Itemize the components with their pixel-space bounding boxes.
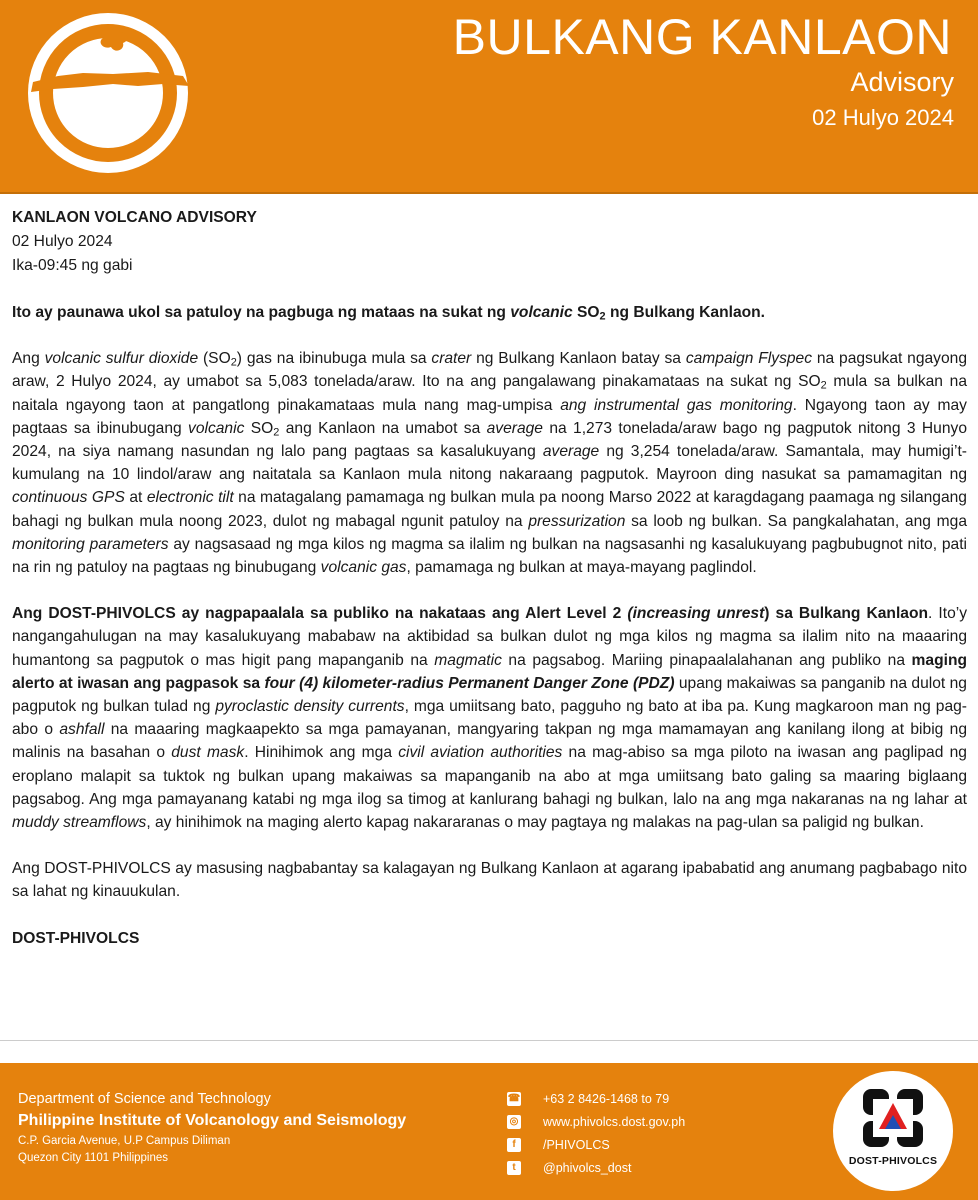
footer-divider <box>0 1040 978 1041</box>
footer-banner <box>0 1063 978 1200</box>
text-run: ) gas na ibinubuga mula sa <box>236 350 432 368</box>
text-run: na matagalang pamamaga ng bulkan mula pa noong Marso 2022 at karagdagang paamaga ng silangang bahagi ng bulkan mula noong 2023, dulot ng mabagal ngunit patuloy na <box>12 489 967 530</box>
twitter-icon: t <box>507 1161 521 1175</box>
bold-run: maging alerto at iwasan ang pagpasok sa <box>12 651 967 692</box>
globe-icon: ◎ <box>507 1115 521 1129</box>
paragraph-alert-level <box>12 602 967 834</box>
footer-department: Department of Science and Technology <box>18 1091 271 1107</box>
text-run: na mag-abiso sa mga piloto na iwasan ang paglipad ng eroplano malapit sa tuktok ng bulkan upang makaiwas sa mapanganib na abo at mga umiitsang bato galing sa maaring biglaang pagsabog. Ang mga pamayanang katabi ng mga ilog sa timog at kanlurang bahagi ng bulkan, lalo na ang mga nakaranas na ng lahar at <box>12 744 967 808</box>
italic-run: average <box>542 443 600 461</box>
subscript: 2 <box>230 356 237 369</box>
text-run: . Ngayong taon ay may pagtaas sa ibinubugang <box>12 396 967 437</box>
text-run: , pamamaga ng bulkan at maya-mayang paglindol. <box>406 559 757 577</box>
text-run: ng Bulkang Kanlaon batay sa <box>471 350 686 368</box>
italic-run: pressurization <box>528 512 626 530</box>
italic-run: monitoring parameters <box>12 535 169 553</box>
italic-run: ashfall <box>59 721 105 739</box>
signature: DOST-PHIVOLCS <box>12 929 140 947</box>
intro-italic: volcanic <box>510 304 573 321</box>
italic-run: crater <box>431 350 472 368</box>
paragraph-monitoring: Ang DOST-PHIVOLCS ay masusing nagbabantay sa kalagayan ng Bulkang Kanlaon at agarang ipababatid ang anumang pagbabago nito sa lahat ng kinauukulan. <box>12 860 967 901</box>
italic-run: campaign Flyspec <box>685 350 813 368</box>
italic-run: magmatic <box>434 651 502 669</box>
italic-run: volcanic gas <box>320 559 407 577</box>
header-date: 02 Hulyo 2024 <box>812 105 954 130</box>
footer-org-info <box>18 1089 406 1167</box>
bold-run: Ang DOST-PHIVOLCS ay nagpapaalala sa publiko na nakataas ang Alert Level 2 <box>12 605 628 623</box>
text-run: sa loob ng bulkan. Sa pangkalahatan, ang mga <box>625 512 967 530</box>
footer-address-line1: C.P. Garcia Avenue, U.P Campus Diliman <box>18 1135 231 1147</box>
footer-institute: Philippine Institute of Volcanology and Seismology <box>18 1112 407 1129</box>
intro-text: SO <box>572 304 600 321</box>
italic-run: electronic tilt <box>146 489 234 507</box>
advisory-body <box>12 206 967 973</box>
text-run: na pagsabog. Mariing pinapaalalahanan ang publiko na <box>501 651 912 669</box>
italic-run: volcanic <box>188 419 245 437</box>
text-run: , mga umiitsang bato, pagguho ng bato at iba pa. Kung magkaroon man ng pag-abo o <box>12 698 968 739</box>
subscript: 2 <box>599 310 606 323</box>
italic-run: dust mask <box>171 744 245 762</box>
footer-contacts <box>507 1087 685 1179</box>
text-run: . Hinihimok ang mga <box>244 744 399 762</box>
italic-run: ang instrumental gas monitoring <box>560 396 793 414</box>
text-run: na pagsukat ngayong araw, 2 Hulyo 2024, ay umabot sa 5,083 tonelada/araw. Ito na ang pangalawang pinakamataas na sukat ng SO <box>12 350 967 391</box>
dost-phivolcs-emblem-icon <box>833 1071 953 1191</box>
website-link[interactable]: www.phivolcs.dost.gov.ph <box>543 1114 686 1129</box>
bold-italic-run: (increasing unrest <box>627 605 765 623</box>
advisory-heading: KANLAON VOLCANO ADVISORY <box>12 209 257 226</box>
bold-run: ) sa Bulkang Kanlaon <box>764 605 929 623</box>
text-run: na maaaring magkaapekto sa mga pamayanan, mangyaring takpan ng mga mamamayan ang kanilang ilong at bibig ng malinis na basahan o <box>12 721 967 762</box>
intro-text: Ito ay paunawa ukol sa patuloy na pagbuga ng mataas na sukat ng <box>12 304 511 321</box>
dost-phivolcs-logo <box>833 1071 953 1191</box>
kanlaon-volcano-logo-icon <box>23 0 193 185</box>
text-run: at <box>124 489 147 507</box>
text-run: Ang <box>12 350 45 368</box>
advisory-meta <box>12 206 967 278</box>
logo-label: DOST-PHIVOLCS <box>848 1155 938 1167</box>
text-run: ay nagsasaad ng mga kilos ng magma sa ilalim ng bulkan na nagsasanhi ng kasalukuyang pagbubugnot nito, pati na rin ng patuloy na pagtaas ng binubugang <box>12 535 967 577</box>
advisory-time: Ika-09:45 ng gabi <box>12 257 133 274</box>
text-run: . Ito’y nangangahulugan na may kasalukuyang mababaw na aktibidad sa bulkan dulot ng mga kilos ng magma sa ilalim nito na maaaring humantong sa pagputok o mas higit pang mapanganib na <box>12 605 967 669</box>
advisory-intro <box>12 301 967 324</box>
italic-run: volcanic sulfur dioxide <box>44 350 199 368</box>
text-run: ng 3,254 tonelada/araw. Samantala, may humigi’t-kumulang na 10 lindol/araw ang naitatala sa Kanlaon mula nitong nakaraang pagputok. Mayroon ding nasukat sa pamamagitan ng <box>12 443 967 484</box>
italic-run: continuous GPS <box>12 489 125 507</box>
italic-run: average <box>486 419 543 437</box>
text-run: SO <box>244 419 274 437</box>
italic-run: pyroclastic density currents <box>215 698 405 716</box>
text-run: (SO <box>198 350 231 368</box>
italic-run: muddy streamflows <box>12 814 147 832</box>
text-run: , ay hinihimok na maging alerto kapag nakararanas o may pagtaya ng malakas na pag-ulan sa paligid ng bulkan. <box>146 814 924 832</box>
italic-run: civil aviation authorities <box>398 744 563 762</box>
footer-address-line2: Quezon City 1101 Philippines <box>18 1152 169 1164</box>
contact-phone <box>507 1087 685 1110</box>
subscript: 2 <box>820 380 827 393</box>
page-title: BULKANG KANLAON <box>452 9 952 65</box>
facebook-icon: f <box>507 1138 521 1152</box>
contact-website[interactable] <box>507 1110 685 1133</box>
phone-icon: ☎ <box>507 1092 521 1104</box>
paragraph-so2 <box>12 347 967 579</box>
page-subtitle: Advisory <box>850 67 954 97</box>
contact-twitter[interactable] <box>507 1156 685 1179</box>
intro-text: ng Bulkang Kanlaon. <box>605 304 766 321</box>
text-run: ang Kanlaon na umabot sa <box>279 419 487 437</box>
header-banner <box>0 0 978 194</box>
twitter-link[interactable]: @phivolcs_dost <box>543 1160 632 1175</box>
advisory-date: 02 Hulyo 2024 <box>12 233 113 250</box>
text-run: upang makaiwas sa panganib na dulot ng pagputok ng bulkan tulad ng <box>12 674 967 716</box>
contact-facebook[interactable] <box>507 1133 685 1156</box>
bold-italic-run: four (4) kilometer-radius Permanent Danger Zone (PDZ) <box>264 674 675 692</box>
text-run: na 1,273 tonelada/araw bago ng pagputok nitong 3 Hunyo 2024, na siya namang nasundan ng lalo pang pagtaas sa kasalukuyang <box>12 419 967 461</box>
text-run: mula sa bulkan na naitala ngayong taon at pangatlong pinakamataas mula nang mag-umpisa <box>12 373 967 414</box>
facebook-link[interactable]: /PHIVOLCS <box>543 1137 610 1152</box>
subscript: 2 <box>273 426 280 439</box>
phone-number: +63 2 8426-1468 to 79 <box>543 1091 670 1106</box>
